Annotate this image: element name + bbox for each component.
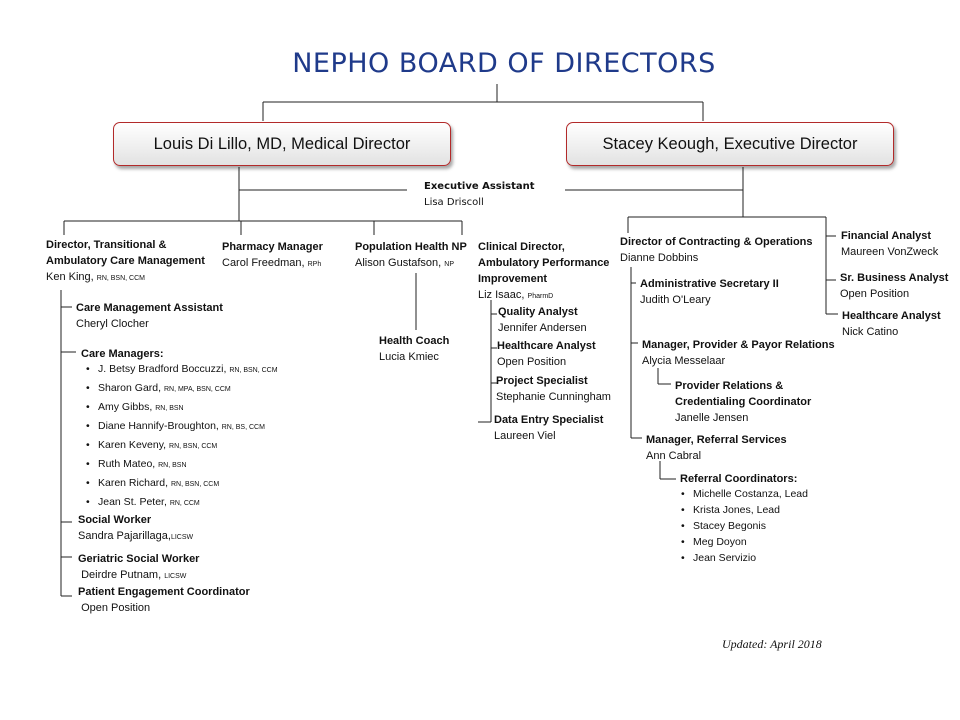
social-worker-title: Social Worker [78, 514, 152, 526]
quality-analyst-name: Jennifer Andersen [498, 322, 587, 334]
project-specialist-name: Stephanie Cunningham [496, 391, 611, 403]
executive-assistant [424, 179, 535, 211]
patient-engagement-coordinator [78, 584, 250, 616]
geriatric-title: Geriatric Social Worker [78, 553, 200, 565]
executive-director-box [566, 122, 894, 166]
contracting-title: Director of Contracting & Operations [620, 236, 813, 248]
provider-coord-title-2: Credentialing Coordinator [675, 396, 812, 408]
list-item: • Krista Jones, Lead [681, 504, 808, 520]
medical-director-box [113, 122, 451, 166]
transitional-title-1: Director, Transitional & [46, 239, 167, 251]
contracting-name: Dianne Dobbins [620, 252, 699, 264]
referral-mgr-name: Ann Cabral [646, 450, 702, 462]
pophealth-name: Alison Gustafson, [355, 257, 442, 269]
right-healthcare-analyst-name: Nick Catino [842, 326, 899, 338]
list-item: • Jean Servizio [681, 552, 808, 568]
patient-engagement-title: Patient Engagement Coordinator [78, 586, 250, 598]
social-worker [78, 512, 193, 546]
clinical-name: Liz Isaac, [478, 289, 525, 301]
referral-coord-title: Referral Coordinators: [680, 473, 798, 485]
admin-secretary-title: Administrative Secretary II [640, 278, 779, 290]
list-item: • Sharon Gard, RN, MPA, BSN, CCM [86, 382, 278, 401]
social-worker-cred: LICSW [170, 534, 194, 541]
patient-engagement-name: Open Position [81, 602, 151, 614]
data-entry-title: Data Entry Specialist [494, 414, 604, 426]
project-specialist [496, 373, 611, 405]
financial-analyst [841, 228, 938, 260]
clinical-title-3: Improvement [478, 273, 548, 285]
quality-analyst-title: Quality Analyst [498, 306, 578, 318]
medical-director-label: Louis Di Lillo, MD, Medical Director [153, 134, 411, 153]
clinical-cred: PharmD [527, 293, 554, 300]
sr-business-title: Sr. Business Analyst [840, 272, 949, 284]
clinical-healthcare-analyst-name: Open Position [497, 356, 567, 368]
clinical-healthcare-analyst [497, 338, 596, 370]
care-managers-list [86, 363, 278, 515]
project-specialist-title: Project Specialist [496, 375, 588, 387]
financial-analyst-name: Maureen VonZweck [841, 246, 939, 258]
page-title: NEPHO BOARD OF DIRECTORS [292, 48, 716, 79]
pharmacy-name: Carol Freedman, [222, 257, 305, 269]
admin-secretary-name: Judith O'Leary [640, 294, 711, 306]
contracting-director [620, 234, 813, 266]
list-item: • Ruth Mateo, RN, BSN [86, 458, 278, 477]
list-item: • Karen Richard, RN, BSN, CCM [86, 477, 278, 496]
social-worker-name: Sandra Pajarillaga, [78, 530, 171, 542]
provider-coord-title-1: Provider Relations & [675, 380, 784, 392]
list-item: • Jean St. Peter, RN, CCM [86, 496, 278, 515]
sr-business-name: Open Position [840, 288, 910, 300]
transitional-care-director [46, 237, 205, 287]
referral-mgr-title: Manager, Referral Services [646, 434, 787, 446]
list-item: • Meg Doyon [681, 536, 808, 552]
right-healthcare-analyst-title: Healthcare Analyst [842, 310, 941, 322]
pophealth-title: Population Health NP [355, 241, 467, 253]
pharmacy-manager [222, 239, 323, 273]
provider-relations-coordinator [675, 378, 811, 426]
executive-assistant-title: Executive Assistant [424, 181, 535, 192]
transitional-cred: RN, BSN, CCM [96, 275, 145, 282]
cm-assistant-name: Cheryl Clocher [76, 318, 149, 330]
clinical-title-2: Ambulatory Performance [478, 257, 610, 269]
clinical-title-1: Clinical Director, [478, 241, 565, 253]
quality-analyst [498, 304, 587, 336]
pharmacy-title: Pharmacy Manager [222, 241, 323, 253]
executive-assistant-name: Lisa Driscoll [424, 197, 484, 208]
right-healthcare-analyst [842, 308, 941, 340]
health-coach [379, 333, 449, 365]
list-item: • Karen Keveny, RN, BSN, CCM [86, 439, 278, 458]
cm-assistant-title: Care Management Assistant [76, 302, 223, 314]
provider-mgr-name: Alycia Messelaar [642, 355, 726, 367]
health-coach-title: Health Coach [379, 335, 450, 347]
transitional-title-2: Ambulatory Care Management [46, 255, 205, 267]
referral-services-manager [646, 432, 787, 464]
transitional-name: Ken King, [46, 271, 94, 283]
updated-date: Updated: April 2018 [722, 637, 822, 651]
geriatric-name: Deirdre Putnam, [81, 569, 162, 581]
list-item: • Diane Hannify-Broughton, RN, BS, CCM [86, 420, 278, 439]
referral-coordinators [680, 471, 797, 487]
list-item: • Stacey Begonis [681, 520, 808, 536]
provider-relations-manager [642, 337, 835, 369]
health-coach-name: Lucia Kmiec [379, 351, 439, 363]
data-entry-specialist [494, 412, 603, 444]
list-item: • J. Betsy Bradford Boccuzzi, RN, BSN, CCM [86, 363, 278, 382]
care-managers [81, 346, 164, 362]
list-item: • Michelle Costanza, Lead [681, 488, 808, 504]
administrative-secretary [640, 276, 779, 308]
care-managers-title: Care Managers: [81, 348, 164, 360]
provider-mgr-title: Manager, Provider & Payor Relations [642, 339, 835, 351]
clinical-director [478, 239, 609, 305]
pophealth-cred: NP [444, 261, 455, 268]
referral-coordinators-list [681, 488, 808, 568]
financial-analyst-title: Financial Analyst [841, 230, 932, 242]
pharmacy-cred: RPh [307, 261, 322, 268]
executive-director-label: Stacey Keough, Executive Director [602, 134, 858, 153]
geriatric-social-worker [78, 551, 199, 585]
geriatric-cred: LICSW [164, 573, 187, 580]
care-management-assistant [76, 300, 223, 332]
list-item: • Amy Gibbs, RN, BSN [86, 401, 278, 420]
clinical-healthcare-analyst-title: Healthcare Analyst [497, 340, 596, 352]
sr-business-analyst [840, 270, 948, 302]
population-health-np [355, 239, 467, 273]
provider-coord-name: Janelle Jensen [675, 412, 749, 424]
data-entry-name: Laureen Viel [494, 430, 556, 442]
